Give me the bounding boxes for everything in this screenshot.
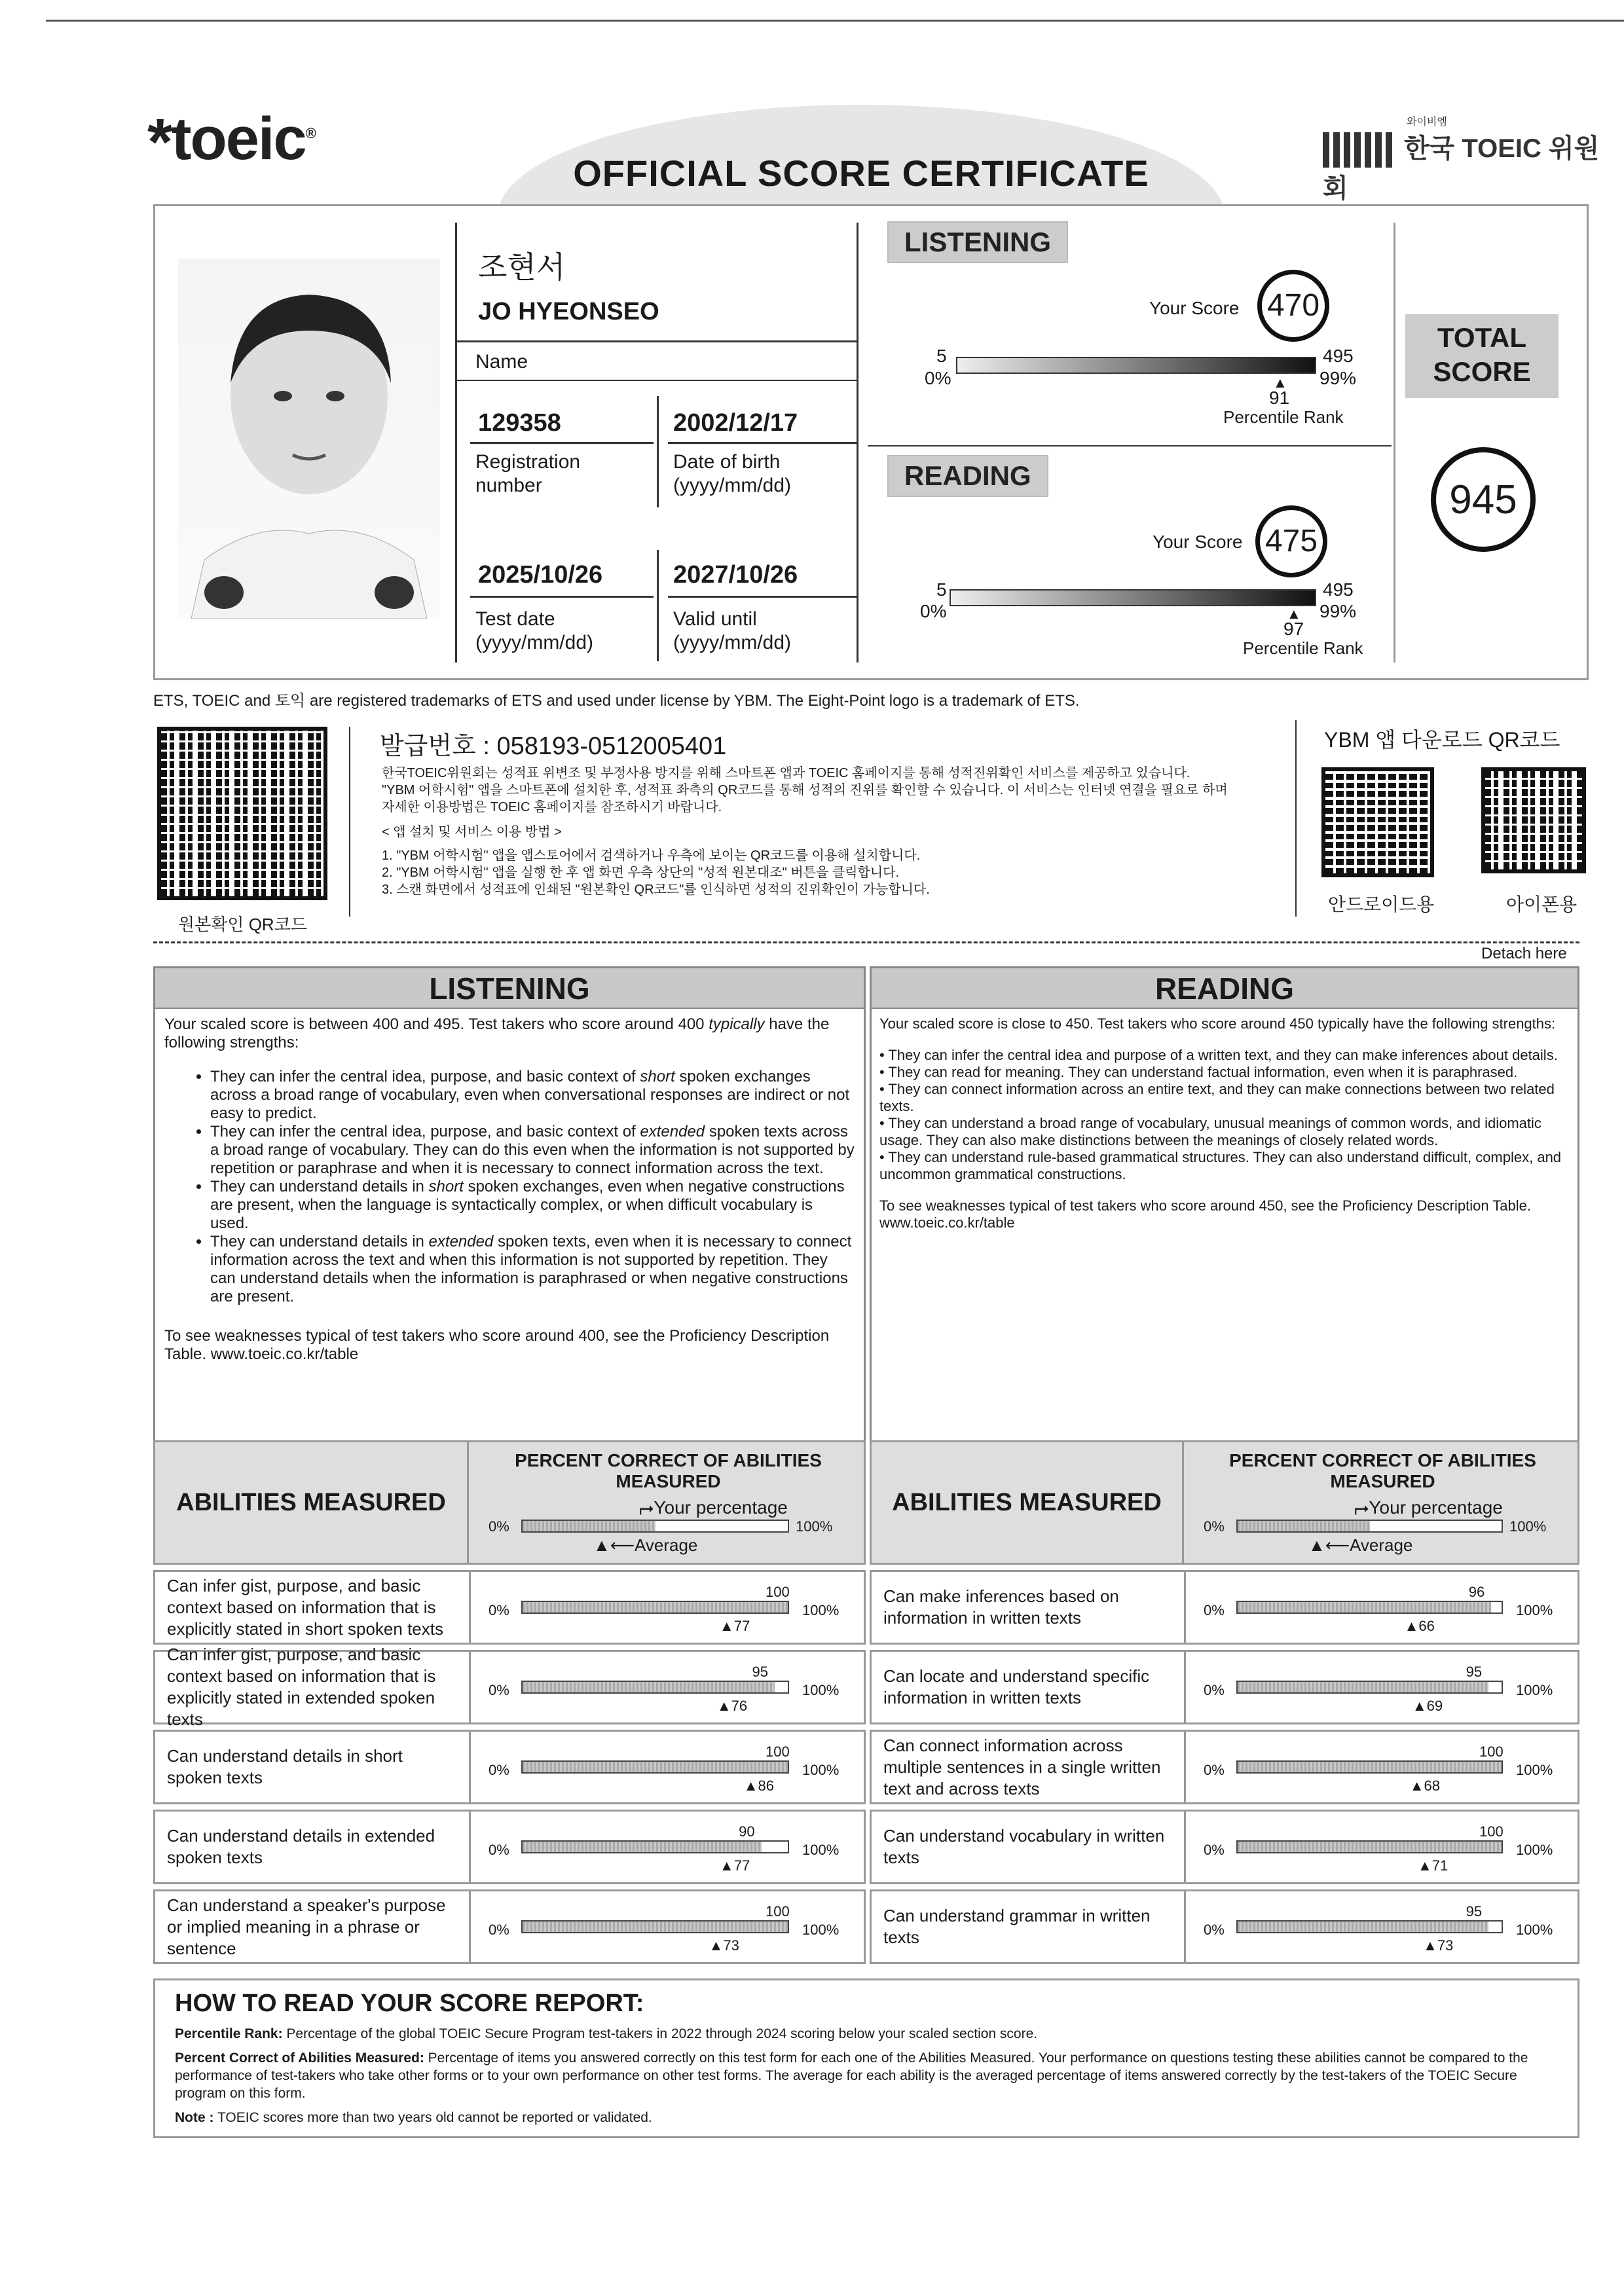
ability-your-pct: 100 — [1479, 1743, 1504, 1760]
ability-zero: 0% — [489, 1842, 509, 1858]
ability-zero: 0% — [1204, 1842, 1225, 1858]
list-item: • They can infer the central idea, purpose, and basic context of short spoken exchanges across a broad range of vocabulary, even when conversational responses are indirect or not easy to predict. — [210, 1068, 855, 1123]
table-row — [153, 1730, 866, 1804]
listening-percentile: 91 — [1269, 388, 1290, 408]
ability-bar — [521, 1840, 789, 1853]
listening-legend-bar — [521, 1520, 789, 1533]
verification-qr-code — [157, 727, 327, 900]
reading-min-pct: 0% — [920, 601, 947, 621]
listening-min-pct: 0% — [925, 368, 951, 388]
list-item: • They can infer the central idea, purpose, and basic context of extended spoken texts across a broad range of vocabulary. They can do this even when the information is not supported by repetition or paraphrase and when it is necessary to connect information across the text. — [210, 1123, 855, 1178]
ability-zero: 0% — [1204, 1602, 1225, 1618]
ability-average-marker: ▲66 — [1404, 1618, 1435, 1634]
ability-average-marker: ▲73 — [1423, 1937, 1454, 1954]
ability-your-pct: 100 — [1479, 1823, 1504, 1840]
top-rule — [46, 20, 1624, 22]
ability-bar-fill — [523, 1762, 788, 1772]
rule — [1184, 1891, 1186, 1962]
rule — [470, 442, 654, 444]
reading-section-label: READING — [887, 455, 1048, 497]
ability-text: Can understand details in short spoken texts — [167, 1746, 403, 1787]
table-row — [870, 1570, 1579, 1645]
table-row — [153, 1889, 866, 1964]
ability-bar-fill — [523, 1922, 788, 1932]
name-label: Name — [475, 351, 528, 373]
issue-number: 발급번호 : 058193-0512005401 — [380, 733, 727, 760]
rule — [469, 1812, 471, 1882]
ability-text: Can understand a speaker's purpose or implied meaning in a phrase or sentence — [167, 1895, 446, 1958]
ability-your-pct: 100 — [766, 1584, 790, 1600]
ability-your-pct: 100 — [766, 1743, 790, 1760]
rule — [469, 1891, 471, 1962]
rule — [469, 1732, 471, 1802]
ability-hundred: 100% — [1516, 1922, 1553, 1938]
ability-bar — [1236, 1681, 1503, 1694]
ability-text: Can make inferences based on information in written texts — [883, 1586, 1119, 1628]
ability-hundred: 100% — [1516, 1682, 1553, 1698]
ability-hundred: 100% — [802, 1842, 840, 1858]
listening-description-box — [153, 966, 866, 1443]
ability-bar — [521, 1601, 789, 1614]
trademark-disclaimer: ETS, TOEIC and 토익 are registered trademarks of ETS and used under license by YBM. The Eight-Point logo is a trademark of ETS. — [153, 692, 1080, 710]
list-item: • They can understand details in extended spoken texts, even when it is necessary to connect information across the text and when this information is not supported by repetition. They can understand details when the information is paraphrased or when negative constructions are present. — [210, 1233, 855, 1306]
reading-min-score: 5 — [936, 579, 947, 600]
rule — [1184, 1732, 1186, 1802]
listening-your-score-label: Your Score — [1149, 298, 1240, 318]
listening-percentile-marker-icon: ▲ — [1273, 374, 1287, 391]
ability-bar-fill — [523, 1842, 762, 1852]
rule — [1184, 1572, 1186, 1643]
rule — [349, 727, 350, 917]
reading-description-text: Your scaled score is close to 450. Test takers who score around 450 typically have the following strengths: • They can infer the central idea and purpose of a written text, and they can make inferences about details. • They can read for meaning. They can understand factual information, even when it is paraphrased. • They can connect information across an entire text, and they can make connections between two related texts. • They can understand a broad range of vocabulary, unusual meanings of common words, and idiomatic usage. They can also make distinctions between the meanings of closely related words. • They can understand rule-based grammatical structures. They can also understand difficult, complex, and uncommon grammatical constructions. To see weaknesses typical of test takers who score around 450, see the Proficiency Description Table. www.toeic.co.kr/table — [872, 1009, 1578, 1238]
listening-hundred-label: 100% — [796, 1518, 833, 1535]
ability-zero: 0% — [489, 1922, 509, 1938]
test-date-label: Test date (yyyy/mm/dd) — [475, 608, 593, 653]
reading-description-title: READING — [872, 968, 1578, 1009]
listening-description-title: LISTENING — [155, 968, 864, 1009]
reading-zero-label: 0% — [1204, 1518, 1225, 1535]
ability-your-pct: 96 — [1468, 1584, 1485, 1600]
ability-your-pct: 95 — [1466, 1664, 1483, 1680]
iphone-qr-code — [1481, 767, 1586, 873]
registration-label: Registration number — [475, 451, 581, 496]
ability-text: Can locate and understand specific information in written texts — [883, 1666, 1150, 1707]
listening-abilities-table — [153, 1440, 866, 1964]
ybm-logo: 와이비엠 한국 TOEIC 위원회 — [1323, 117, 1600, 204]
iphone-label: 아이폰용 — [1506, 894, 1578, 915]
ability-average-marker: ▲68 — [1409, 1777, 1441, 1794]
listening-abilities-title: ABILITIES MEASURED — [155, 1442, 469, 1563]
ability-bar-fill — [523, 1682, 775, 1692]
ability-average-marker: ▲77 — [719, 1857, 750, 1874]
ability-hundred: 100% — [802, 1922, 840, 1938]
certificate-title: OFFICIAL SCORE CERTIFICATE — [573, 153, 1149, 194]
rule — [1184, 1812, 1186, 1882]
ability-average-marker: ▲73 — [709, 1937, 739, 1954]
listening-min-score: 5 — [936, 346, 947, 366]
ability-average-marker: ▲69 — [1412, 1698, 1443, 1714]
reading-score-circle: 475 — [1255, 505, 1327, 577]
reading-description-box — [870, 966, 1579, 1443]
how-to-read-box — [153, 1978, 1579, 2138]
reading-percentile: 97 — [1283, 619, 1304, 639]
total-score-label: TOTAL SCORE — [1405, 314, 1559, 398]
ability-zero: 0% — [489, 1762, 509, 1778]
ability-text: Can understand vocabulary in written texts — [883, 1826, 1165, 1867]
listening-max-score: 495 — [1323, 346, 1354, 366]
listening-pc-title: PERCENT CORRECT OF ABILITIES MEASURED — [515, 1450, 822, 1491]
ability-zero: 0% — [489, 1682, 509, 1698]
ability-average-marker: ▲76 — [716, 1698, 748, 1714]
ability-bar-fill — [1238, 1922, 1488, 1932]
candidate-photo — [178, 259, 440, 619]
table-row — [870, 1889, 1579, 1964]
ybm-mark-icon — [1323, 132, 1395, 168]
ability-text: Can infer gist, purpose, and basic context based on information that is explicitly stated in extended spoken texts — [167, 1645, 436, 1729]
listening-your-pct-label: ⮣Your percentage — [639, 1497, 788, 1518]
ability-bar-fill — [1238, 1682, 1488, 1692]
ability-text: Can connect information across multiple sentences in a single written text and across texts — [883, 1735, 1161, 1798]
ability-your-pct: 95 — [752, 1664, 769, 1680]
detach-line — [153, 941, 1579, 943]
listening-percentile-label: Percentile Rank — [1223, 407, 1344, 427]
date-of-birth: 2002/12/17 — [673, 409, 798, 437]
ability-average-marker: ▲86 — [743, 1777, 774, 1794]
toeic-logo: *toeic® — [147, 105, 315, 179]
list-item: • They can connect information across an entire text, and they can make connections between two related texts. — [879, 1081, 1555, 1114]
table-row — [153, 1810, 866, 1884]
ability-bar — [521, 1920, 789, 1933]
listening-description-text: Your scaled score is between 400 and 495. Test takers who score around 400 typically have the following strengths: • They can infer the central idea, purpose, and basic context of short spoken exchanges across a broad range of vocabulary, even when conversational responses are indirect or not easy to predict. • They can infer the central idea, purpose, and basic context of extended spoken texts across a broad range of vocabulary. They can do this even when the information is not supported by repetition or paraphrase and when it is necessary to connect information across the text. • They can understand details in short spoken exchanges, even when negative constructions are present, when the language is syntactically complex, or when difficult vocabulary is used. • They can understand details in extended spoken texts, even when it is necessary to connect information across the text and when this information is not supported by repetition. They can understand details when the information is paraphrased or when negative constructions are present. To see weaknesses typical of test takers who score around 400, see the Proficiency Description Table. www.toeic.co.kr/table — [155, 1009, 864, 1370]
list-item: • They can read for meaning. They can understand factual information, even when it is paraphrased. — [879, 1064, 1518, 1080]
ability-bar — [521, 1681, 789, 1694]
rule — [657, 396, 659, 507]
table-row — [153, 1645, 866, 1729]
list-item: • They can understand details in short spoken exchanges, even when negative constructions are present, when the language is syntactically complex, or when difficult vocabulary is used. — [210, 1178, 855, 1233]
valid-until: 2027/10/26 — [673, 561, 798, 589]
reading-pc-title: PERCENT CORRECT OF ABILITIES MEASURED — [1229, 1450, 1536, 1491]
ability-bar-fill — [523, 1602, 788, 1613]
rule — [470, 596, 654, 598]
list-item: • They can understand rule-based grammatical structures. They can also understand difficult, complex, and uncommon grammatical constructions. — [879, 1149, 1562, 1182]
listening-zero-label: 0% — [489, 1518, 509, 1535]
detach-label: Detach here — [1481, 945, 1567, 962]
listening-section-label: LISTENING — [887, 221, 1068, 263]
rule — [1184, 1652, 1186, 1722]
ability-hundred: 100% — [1516, 1842, 1553, 1858]
android-label: 안드로이드용 — [1328, 894, 1435, 915]
rule — [668, 442, 858, 444]
ability-zero: 0% — [489, 1602, 509, 1618]
ability-average-marker: ▲71 — [1417, 1857, 1449, 1874]
ability-text: Can infer gist, purpose, and basic context based on information that is explicitly stated in short spoken texts — [167, 1575, 443, 1639]
ability-your-pct: 100 — [766, 1903, 790, 1920]
listening-average-legend: ▲⟵Average — [593, 1535, 698, 1555]
registration-number: 129358 — [478, 409, 561, 437]
ability-zero: 0% — [1204, 1682, 1225, 1698]
ability-hundred: 100% — [802, 1762, 840, 1778]
ability-bar-fill — [1238, 1842, 1502, 1852]
howto-text: Percentile Rank: Percentage of the global TOEIC Secure Program test-takers in 2022 through 2024 scoring below your scaled section score. Percent Correct of Abilities Measured: Percentage of items you answered correctly on this test form for each one of the Abilities Measured. Your performance on questions testing these abilities cannot be compared to the performance of test-takers who take other forms or to your own performance on other test forms. The average for each ability is the averaged percentage of items answered correctly by the test-takers of the TOEIC Secure program on this form. Note : TOEIC scores more than two years old cannot be reported or validated. — [175, 2026, 1528, 2125]
table-row — [870, 1730, 1579, 1804]
rule — [469, 1572, 471, 1643]
listening-abilities-header — [153, 1440, 866, 1565]
reading-abilities-title: ABILITIES MEASURED — [872, 1442, 1184, 1563]
ability-bar-fill — [1238, 1762, 1502, 1772]
ability-hundred: 100% — [1516, 1602, 1553, 1618]
listening-score-circle: 470 — [1257, 270, 1329, 342]
table-row — [870, 1810, 1579, 1884]
ability-average-marker: ▲77 — [719, 1618, 750, 1634]
info-divider-left — [455, 223, 457, 663]
table-row — [870, 1650, 1579, 1724]
ability-bar — [521, 1760, 789, 1774]
ability-bar-fill — [1238, 1602, 1491, 1613]
reading-abilities-header — [870, 1440, 1579, 1565]
test-date: 2025/10/26 — [478, 561, 603, 589]
list-item: • They can infer the central idea and purpose of a written text, and they can make inferences about details. — [879, 1047, 1558, 1063]
rule — [457, 380, 857, 381]
reading-legend-bar — [1236, 1520, 1503, 1533]
listening-max-pct: 99% — [1320, 368, 1357, 388]
name-english: JO HYEONSEO — [478, 298, 659, 325]
ability-zero: 0% — [1204, 1762, 1225, 1778]
ability-bar — [1236, 1840, 1503, 1853]
rule — [469, 1652, 471, 1722]
listening-score-bar — [956, 357, 1316, 374]
ability-hundred: 100% — [802, 1602, 840, 1618]
valid-label: Valid until (yyyy/mm/dd) — [673, 608, 791, 653]
ability-hundred: 100% — [1516, 1762, 1553, 1778]
app-qr-title: YBM 앱 다운로드 QR코드 — [1324, 728, 1560, 752]
rule — [1393, 223, 1395, 663]
ability-text: Can understand grammar in written texts — [883, 1906, 1151, 1947]
rule — [457, 340, 857, 342]
issue-notice: 한국TOEIC위원회는 성적표 위변조 및 부정사용 방지를 위해 스마트폰 앱과 TOEIC 홈페이지를 통해 성적진위확인 서비스를 제공하고 있습니다. "YBM 어학시험" 앱을 스마트폰에 설치한 후, 성적표 좌측의 QR코드를 통해 성적의 진위를 확인할 수 있습니다. 이 서비스는 인터넷 연결을 필요로 하며 자세한 이용방법은 TOEIC 홈페이지를 참조하시기 바랍니다. < 앱 설치 및 서비스 이용 방법 > 1. "YBM 어학시험" 앱을 앱스토어에서 검색하거나 우측에 보이는 QR코드를 이용해 설치합니다. 2. "YBM 어학시험" 앱을 실행 한 후 앱 화면 우측 상단의 "성적 원본대조" 버튼을 클릭합니다. 3. 스캔 화면에서 성적표에 인쇄된 "원본확인 QR코드"를 인식하면 성적의 진위확인이 가능합니다. — [382, 766, 1228, 897]
ability-hundred: 100% — [802, 1682, 840, 1698]
reading-abilities-table — [870, 1440, 1579, 1964]
ability-bar — [1236, 1601, 1503, 1614]
rule — [1295, 720, 1297, 917]
total-score-circle: 945 — [1431, 447, 1536, 552]
howto-title: HOW TO READ YOUR SCORE REPORT: — [175, 1990, 644, 2017]
ability-text: Can understand details in extended spoken texts — [167, 1826, 435, 1867]
reading-max-pct: 99% — [1320, 601, 1357, 621]
name-korean: 조현서 — [478, 250, 566, 284]
ability-bar — [1236, 1760, 1503, 1774]
verification-qr-label: 원본확인 QR코드 — [178, 915, 307, 934]
ability-bar — [1236, 1920, 1503, 1933]
android-qr-code — [1321, 767, 1434, 877]
table-row — [153, 1570, 866, 1645]
reading-your-score-label: Your Score — [1153, 532, 1243, 552]
reading-percentile-marker-icon: ▲ — [1287, 606, 1301, 622]
ability-your-pct: 90 — [739, 1823, 755, 1840]
reading-percentile-label: Percentile Rank — [1243, 638, 1363, 658]
reading-your-pct-label: ⮣Your percentage — [1354, 1497, 1503, 1518]
ability-your-pct: 95 — [1466, 1903, 1483, 1920]
reading-hundred-label: 100% — [1509, 1518, 1547, 1535]
dob-label: Date of birth (yyyy/mm/dd) — [673, 451, 791, 496]
reading-average-legend: ▲⟵Average — [1308, 1535, 1413, 1555]
info-divider-right — [857, 223, 858, 663]
reading-score-bar — [950, 589, 1316, 606]
reading-max-score: 495 — [1323, 579, 1354, 600]
list-item: • They can understand a broad range of vocabulary, unusual meanings of common words, and idiomatic usage. They can also make distinctions between the meanings of closely related words. — [879, 1115, 1541, 1148]
rule — [657, 550, 659, 661]
ability-zero: 0% — [1204, 1922, 1225, 1938]
rule — [668, 596, 858, 598]
rule — [868, 445, 1392, 446]
